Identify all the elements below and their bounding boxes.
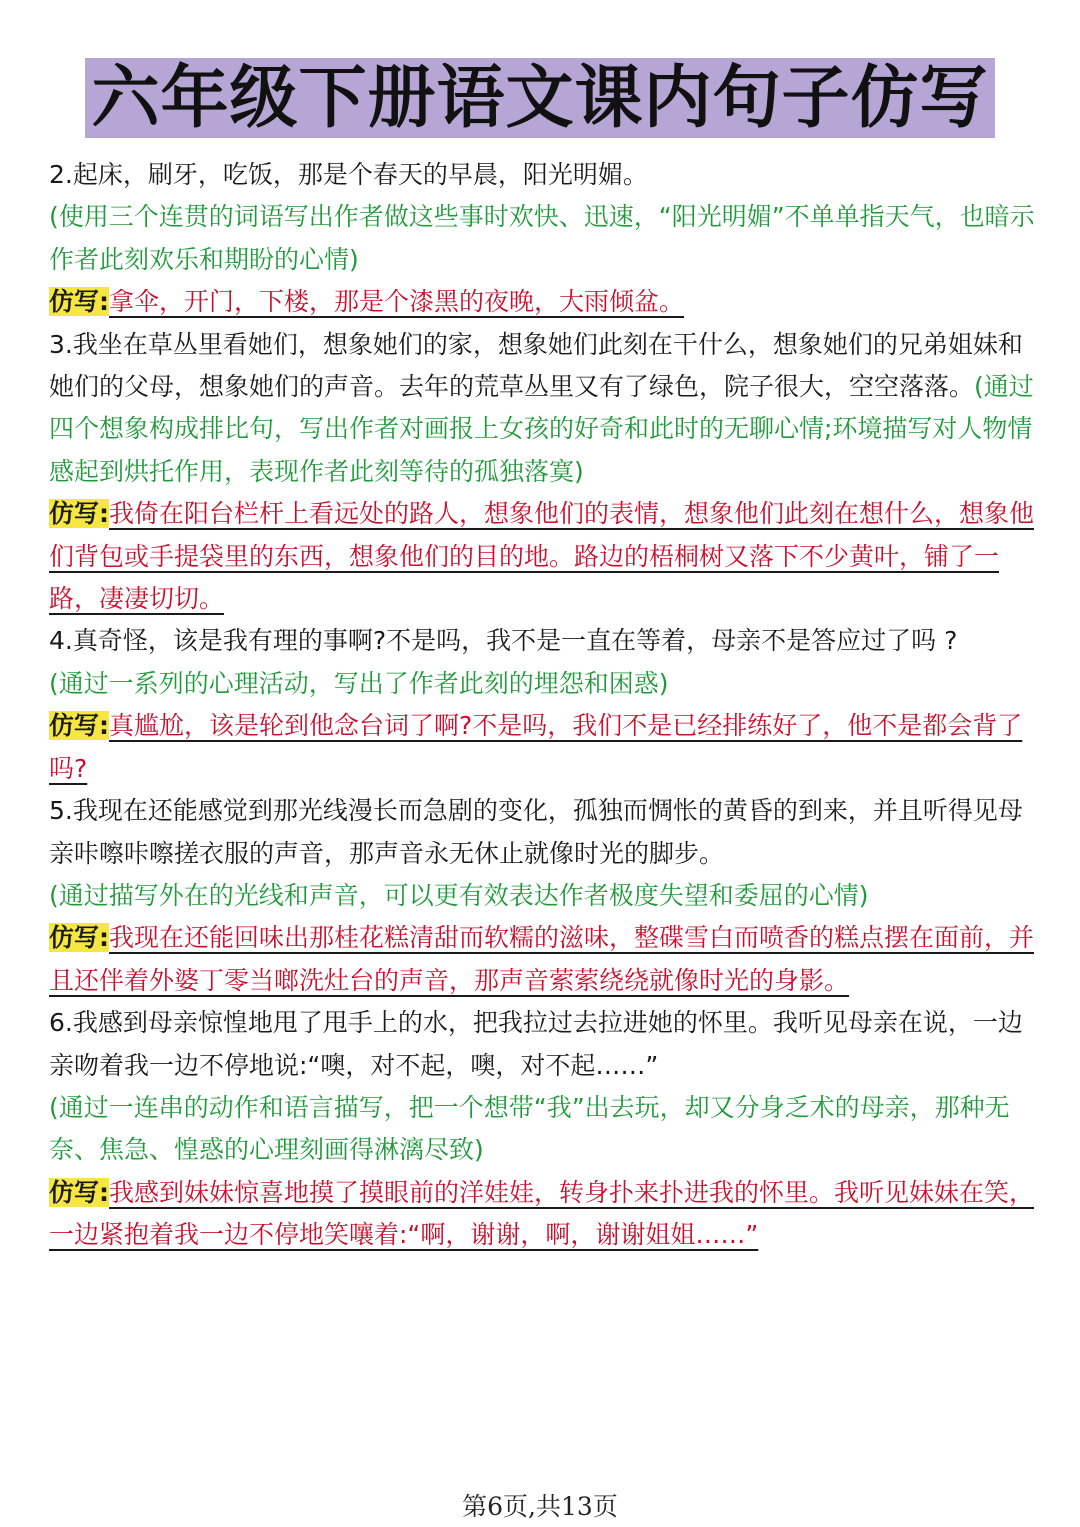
analysis-note: (通过描写外在的光线和声音，可以更有效表达作者极度失望和委屈的心情) bbox=[49, 880, 869, 910]
imitation-line bbox=[49, 493, 1039, 620]
exercise-item-2 bbox=[49, 154, 1039, 324]
original-sentence: 4.真奇怪，该是我有理的事啊?不是吗，我不是一直在等着，母亲不是答应过了吗 ? bbox=[49, 626, 958, 656]
original-sentence bbox=[49, 324, 1039, 494]
exercise-item-3 bbox=[49, 324, 1039, 621]
analysis-note: (使用三个连贯的词语写出作者做这些事时欢快、迅速，“阳光明媚”不单单指天气，也暗示作者此刻欢乐和期盼的心情) bbox=[49, 202, 1035, 274]
original-sentence: 2.起床，刷牙，吃饭，那是个春天的早晨，阳光明媚。 bbox=[49, 160, 648, 189]
imitation-sentence: 真尴尬，该是轮到他念台词了啊?不是吗，我们不是已经排练好了，他不是都会背了吗? bbox=[49, 711, 1023, 783]
analysis-note: (通过一系列的心理活动，写出了作者此刻的埋怨和困惑) bbox=[49, 668, 669, 698]
exercise-item-4 bbox=[49, 620, 1039, 790]
imitation-line bbox=[49, 1172, 1039, 1257]
imitation-sentence: 拿伞，开门，下楼，那是个漆黑的夜晚，大雨倾盆。 bbox=[109, 287, 685, 317]
imitation-label: 仿写: bbox=[49, 923, 109, 953]
imitation-label: 仿写: bbox=[49, 1177, 109, 1207]
exercise-list bbox=[49, 154, 1039, 1257]
analysis-note: (通过一连串的动作和语言描写，把一个想带“我”出去玩，却又分身乏术的母亲，那种无奈、焦急、惶惑的心理刻画得淋漓尽致) bbox=[49, 1092, 1010, 1165]
imitation-line bbox=[49, 917, 1039, 1002]
exercise-item-5 bbox=[49, 790, 1039, 1002]
page-title: 六年级下册语文课内句子仿写 bbox=[85, 58, 994, 138]
page-number: 第6页,共13页 bbox=[462, 1492, 618, 1521]
original-text: 3.我坐在草丛里看她们，想象她们的家，想象她们此刻在干什么，想象她们的兄弟姐妹和她们的父母，想象她们的声音。去年的荒草丛里又有了绿色，院子很大，空空落落。 bbox=[49, 329, 1023, 402]
imitation-sentence: 我倚在阳台栏杆上看远处的路人，想象他们的表情，想象他们此刻在想什么，想象他们背包或手提袋里的东西，想象他们的目的地。路边的梧桐树又落下不少黄叶，铺了一路，凄凄切切。 bbox=[49, 499, 1035, 614]
imitation-sentence: 我感到妹妹惊喜地摸了摸眼前的洋娃娃，转身扑来扑进我的怀里。我听见妹妹在笑，一边紧抱着我一边不停地笑嚷着:“啊，谢谢，啊，谢谢姐姐……” bbox=[49, 1177, 1035, 1250]
original-sentence: 6.我感到母亲惊惶地甩了甩手上的水，把我拉过去拉进她的怀里。我听见母亲在说，一边亲吻着我一边不停地说:“噢，对不起，噢，对不起……” bbox=[49, 1008, 1023, 1080]
imitation-line bbox=[49, 281, 1039, 323]
exercise-item-6 bbox=[49, 1002, 1039, 1256]
title-container bbox=[0, 58, 1080, 138]
imitation-line bbox=[49, 705, 1039, 790]
imitation-label: 仿写: bbox=[49, 499, 109, 529]
imitation-sentence: 我现在还能回味出那桂花糕清甜而软糯的滋味，整碟雪白而喷香的糕点摆在面前，并且还伴着外婆丁零当啷洗灶台的声音，那声音萦萦绕绕就像时光的身影。 bbox=[49, 923, 1035, 995]
imitation-label: 仿写: bbox=[49, 711, 109, 741]
imitation-label: 仿写: bbox=[49, 287, 109, 317]
original-sentence: 5.我现在还能感觉到那光线漫长而急剧的变化，孤独而惆怅的黄昏的到来，并且听得见母亲咔嚓咔嚓搓衣服的声音，那声音永无休止就像时光的脚步。 bbox=[49, 796, 1023, 868]
analysis-note: (通过四个想象构成排比句，写出作者对画报上女孩的好奇和此时的无聊心情;环境描写对人物情感起到烘托作用，表现作者此刻等待的孤独落寞) bbox=[49, 372, 1034, 486]
